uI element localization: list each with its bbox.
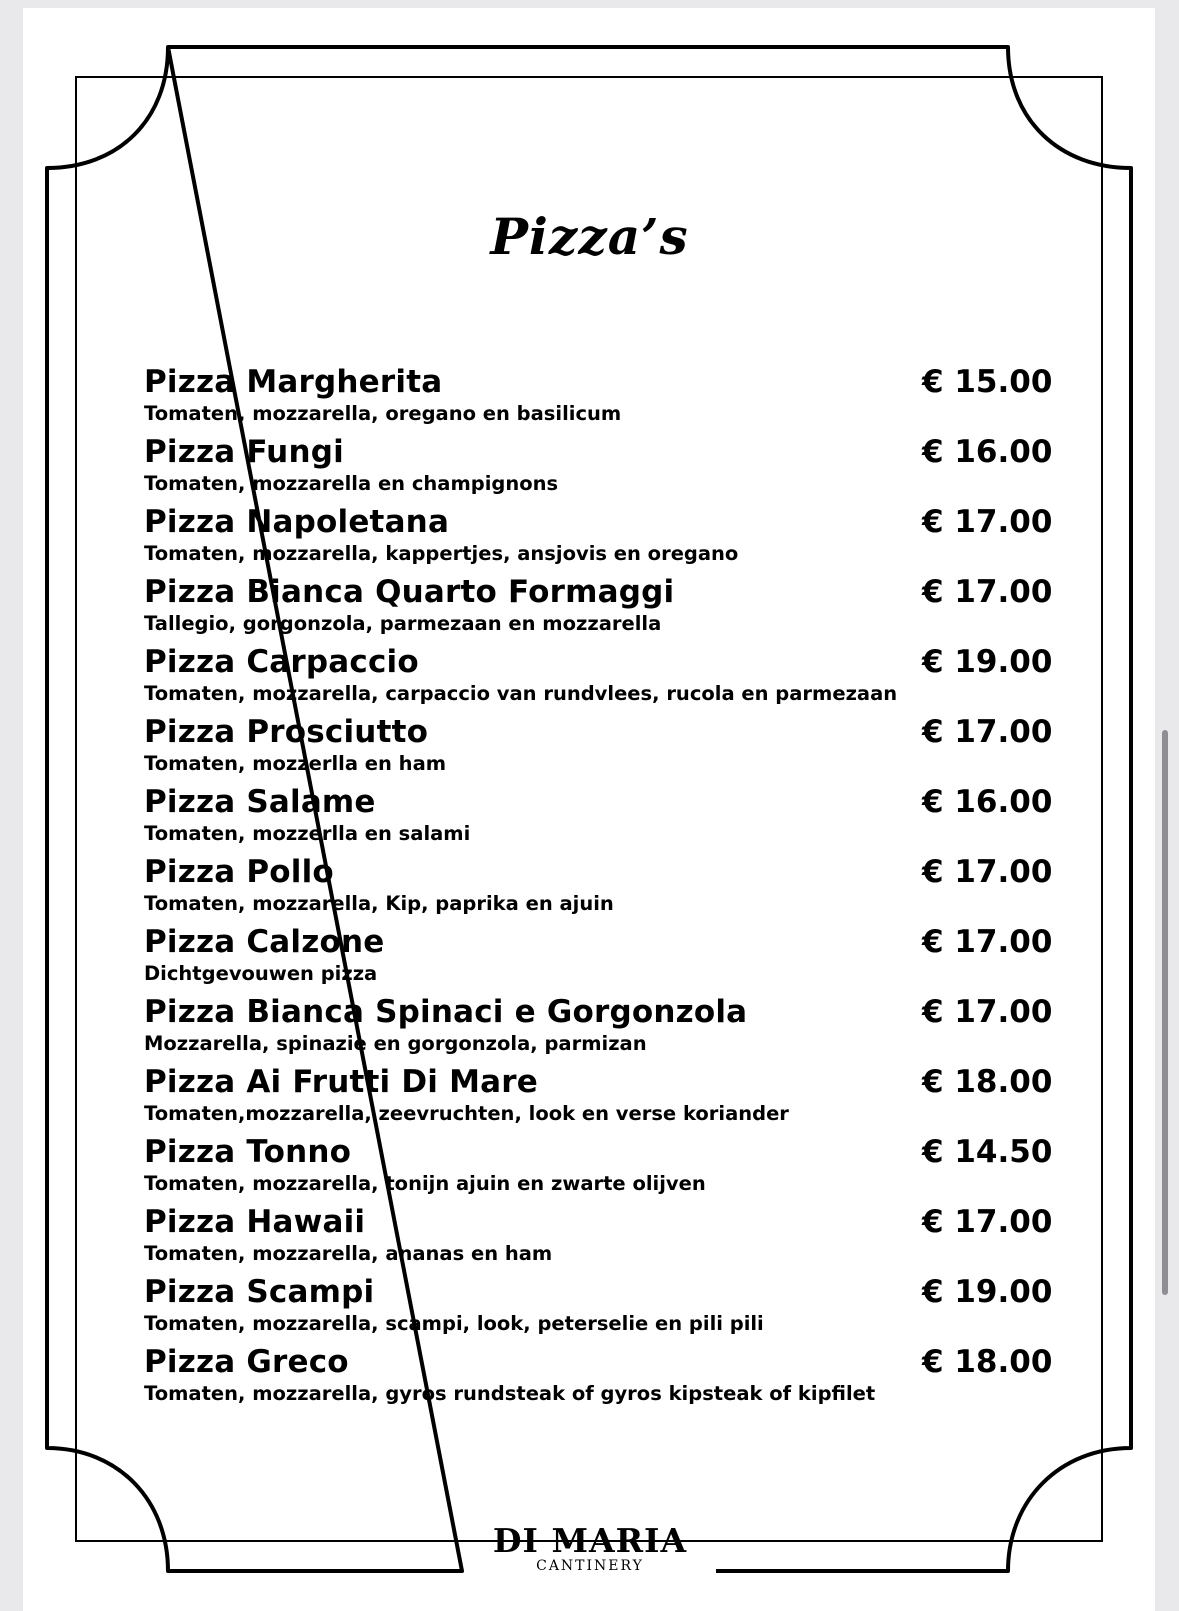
item-description: Tomaten, mozzarella en champignons <box>144 472 559 495</box>
item-name: Pizza Napoletana <box>144 504 450 540</box>
menu-item <box>144 994 1053 1064</box>
item-name: Pizza Margherita <box>144 364 443 400</box>
item-price: € 19.00 <box>922 1274 1053 1310</box>
item-description: Tomaten, mozzarella, gyros rundsteak of gyros kipsteak of kipfilet <box>144 1382 876 1405</box>
item-name: Pizza Greco <box>144 1344 349 1380</box>
menu-item <box>144 364 1053 434</box>
menu-item <box>144 784 1053 854</box>
item-description: Tomaten, mozzerlla en ham <box>144 752 447 775</box>
menu-item <box>144 1134 1053 1204</box>
item-name: Pizza Scampi <box>144 1274 375 1310</box>
brand-subtitle: CANTINERY <box>536 1558 644 1574</box>
menu-item <box>144 714 1053 784</box>
item-price: € 17.00 <box>922 504 1053 540</box>
item-name: Pizza Bianca Spinaci e Gorgonzola <box>144 994 748 1030</box>
item-price: € 16.00 <box>922 784 1053 820</box>
scrollbar-thumb[interactable] <box>1162 730 1168 1295</box>
item-description: Tomaten, mozzarella, carpaccio van rundvlees, rucola en parmezaan <box>144 682 898 705</box>
item-name: Pizza Salame <box>144 784 376 820</box>
item-price: € 17.00 <box>922 574 1053 610</box>
item-name: Pizza Carpaccio <box>144 644 419 680</box>
item-price: € 18.00 <box>922 1064 1053 1100</box>
item-price: € 17.00 <box>922 854 1053 890</box>
menu-item <box>144 1064 1053 1134</box>
menu-item <box>144 924 1053 994</box>
item-description: Tomaten, mozzarella, ananas en ham <box>144 1242 553 1265</box>
menu-item <box>144 574 1053 644</box>
item-description: Tomaten, mozzarella, kappertjes, ansjovis en oregano <box>144 542 739 565</box>
item-price: € 17.00 <box>922 924 1053 960</box>
item-name: Pizza Pollo <box>144 854 334 890</box>
item-price: € 18.00 <box>922 1344 1053 1380</box>
item-name: Pizza Tonno <box>144 1134 352 1170</box>
item-price: € 19.00 <box>922 644 1053 680</box>
item-price: € 16.00 <box>922 434 1053 470</box>
item-price: € 17.00 <box>922 714 1053 750</box>
menu-item <box>144 1344 1053 1414</box>
menu-item <box>144 434 1053 504</box>
item-description: Tomaten, mozzerlla en salami <box>144 822 471 845</box>
item-description: Tomaten, mozzarella, oregano en basilicum <box>144 402 622 425</box>
item-price: € 14.50 <box>922 1134 1053 1170</box>
item-name: Pizza Ai Frutti Di Mare <box>144 1064 538 1100</box>
item-price: € 15.00 <box>922 364 1053 400</box>
item-description: Mozzarella, spinazie en gorgonzola, parmizan <box>144 1032 647 1055</box>
item-name: Pizza Hawaii <box>144 1204 366 1240</box>
brand-logo <box>470 1521 710 1574</box>
item-description: Tallegio, gorgonzola, parmezaan en mozzarella <box>144 612 662 635</box>
item-description: Tomaten,mozzarella, zeevruchten, look en verse koriander <box>144 1102 789 1125</box>
page-title: Pizza’s <box>490 206 689 266</box>
menu-item <box>144 1204 1053 1274</box>
menu-item <box>144 854 1053 924</box>
item-price: € 17.00 <box>922 1204 1053 1240</box>
item-price: € 17.00 <box>922 994 1053 1030</box>
item-description: Dichtgevouwen pizza <box>144 962 378 985</box>
menu-item <box>144 504 1053 574</box>
menu-list <box>144 364 1053 1414</box>
brand-name: DI MARIA <box>492 1521 688 1560</box>
item-name: Pizza Fungi <box>144 434 344 470</box>
menu-item <box>144 644 1053 714</box>
menu-item <box>144 1274 1053 1344</box>
item-description: Tomaten, mozzarella, scampi, look, peterselie en pili pili <box>144 1312 764 1335</box>
item-name: Pizza Prosciutto <box>144 714 429 750</box>
item-name: Pizza Bianca Quarto Formaggi <box>144 574 675 610</box>
item-description: Tomaten, mozzarella, Kip, paprika en ajuin <box>144 892 614 915</box>
item-description: Tomaten, mozzarella, tonijn ajuin en zwarte olijven <box>144 1172 706 1195</box>
item-name: Pizza Calzone <box>144 924 385 960</box>
